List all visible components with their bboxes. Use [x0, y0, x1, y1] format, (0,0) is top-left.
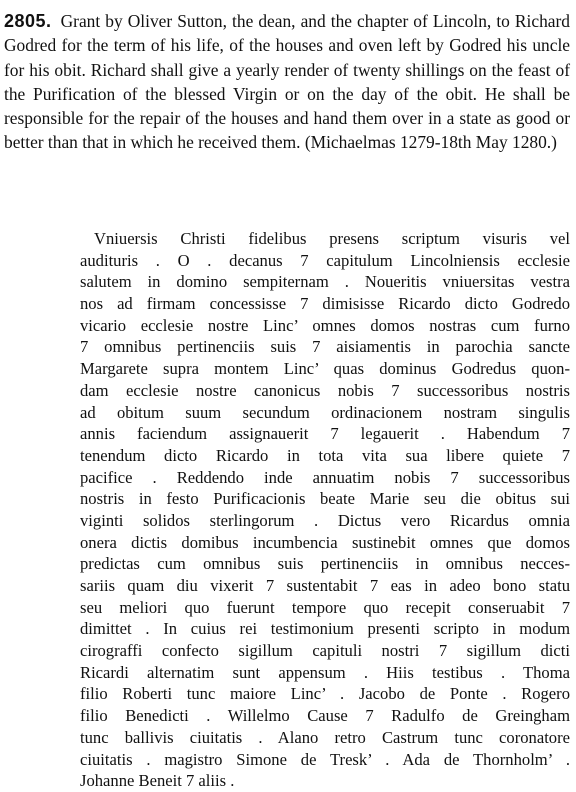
latin-line: dam ecclesie nostre canonicus nobis 7 successoribus nostris — [80, 380, 570, 400]
latin-line: pacifice . Reddendo inde annuatim nobis 7 successoribus — [80, 467, 570, 487]
latin-line: seu meliori quo fuerunt tempore quo recepit conseruabit 7 — [80, 597, 570, 617]
latin-line: nos ad firmam concessisse 7 dimisisse Ricardo dicto Godredo — [80, 294, 570, 314]
latin-line: vicario ecclesie nostre Linc’ omnes domos nostras cum furno — [80, 315, 570, 335]
latin-line: nostris in festo Purificacionis beate Marie seu die obitus sui — [80, 489, 570, 509]
latin-line: Johanne Beneit 7 aliis . — [80, 771, 235, 791]
latin-charter-text — [80, 228, 570, 792]
entry-number: 2805. — [4, 11, 52, 31]
latin-line: tenendum dicto Ricardo in tota vita sua libere quiete 7 — [80, 445, 570, 465]
latin-line: dimittet . In cuius rei testimonium presenti scripto in modum — [80, 619, 570, 639]
latin-line: audituris . O . decanus 7 capitulum Lincolniensis ecclesie — [80, 250, 570, 270]
latin-line: tunc ballivis ciuitatis . Alano retro Castrum tunc coronatore — [80, 727, 570, 747]
latin-line: salutem in domino sempiternam . Noueritis vniuersitas vestra — [80, 272, 570, 292]
latin-line: sariis quam diu vixerit 7 sustentabit 7 eas in adeo bono statu — [80, 576, 570, 595]
latin-line: viginti solidos sterlingorum . Dictus vero Ricardus omnia — [80, 510, 570, 530]
latin-line: ad obitum suum secundum ordinacionem nostram singulis — [80, 402, 570, 422]
latin-line: Margarete supra montem Linc’ quas dominus Godredus quon- — [80, 359, 570, 379]
latin-line: 7 omnibus pertinenciis suis 7 aisiamentis in parochia sancte — [80, 337, 570, 357]
latin-line: filio Roberti tunc maiore Linc’ . Jacobo de Ponte . Rogero — [80, 684, 570, 704]
latin-line: ciuitatis . magistro Simone de Tresk’ . Ada de Thornholm’ . — [80, 749, 570, 769]
entry-summary-text: Grant by Oliver Sutton, the dean, and the chapter of Lincoln, to Richard Godred for the term of his life, of the houses and oven left by Godred his uncle for his obit. Richard shall give a yearly render of twenty shillings on the feast of the Purification of the blessed Virgin or on the day of the obit. He shall be responsible for the repair of the houses and hand them over in a state as good or better than that in which he received them. (Michaelmas 1279-18th May 1280.) — [4, 11, 570, 153]
latin-line: filio Benedicti . Willelmo Cause 7 Radulfo de Greingham — [80, 706, 570, 726]
latin-line: cirograffi confecto sigillum capituli nostri 7 sigillum dicti — [80, 641, 570, 661]
latin-line: annis faciendum assignauerit 7 legauerit . Habendum 7 — [80, 424, 570, 444]
latin-line: Vniuersis Christi fidelibus presens scriptum visuris vel — [94, 229, 570, 248]
entry-summary — [4, 9, 570, 155]
latin-line: Ricardi alternatim sunt appensum . Hiis testibus . Thoma — [80, 662, 570, 682]
latin-line: predictas cum omnibus suis pertinenciis in omnibus necces- — [80, 554, 570, 574]
latin-line: onera dictis domibus incumbencia sustinebit omnes que domos — [80, 532, 570, 552]
